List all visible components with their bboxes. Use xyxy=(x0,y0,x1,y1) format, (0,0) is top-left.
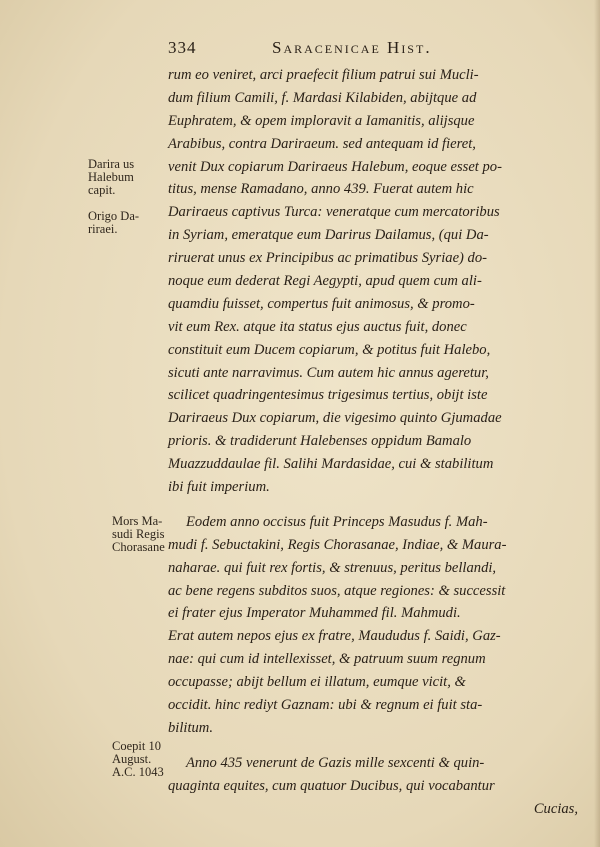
text-line: noque eum dederat Regi Aegypti, apud quem cum ali- xyxy=(168,273,482,290)
margin-note-line: Mors Ma- xyxy=(112,514,163,528)
text-line: dum filium Camili, f. Mardasi Kilabiden, abijtque ad xyxy=(168,89,477,106)
margin-note-line: Chorasane xyxy=(112,540,165,554)
paper-edge-shadow xyxy=(594,0,600,847)
margin-note-line: A.C. 1043 xyxy=(112,765,164,779)
paragraph-1 xyxy=(168,64,578,499)
running-head: Saracenicae Hist. xyxy=(272,38,432,57)
text-line: rum eo veniret, arci praefecit filium patrui sui Mucli- xyxy=(168,67,479,83)
text-line: Erat autem nepos ejus ex fratre, Maududus f. Saidi, Gaz- xyxy=(168,628,501,645)
text-line: nae: qui cum id intellexisset, & patruum suum regnum xyxy=(168,651,486,668)
text-line: occidit. hinc rediyt Gaznam: ubi & regnum ei fuit sta- xyxy=(168,697,483,714)
text-line: Euphratem, & opem imploravit a Iamanitis, alijsque xyxy=(168,112,475,129)
text-line: venit Dux copiarum Dariraeus Halebum, eoque esset po- xyxy=(168,158,502,175)
margin-note-line: August. xyxy=(112,752,152,766)
text-line: ac bene regens subditos suos, atque regiones: & successit xyxy=(168,582,506,599)
text-line: ibi fuit imperium. xyxy=(168,479,270,496)
text-line: bilitum. xyxy=(168,719,213,736)
margin-note-line: Origo Da- xyxy=(88,209,140,223)
text-line: naharae. qui fuit rex fortis, & strenuus, peritus bellandi, xyxy=(168,559,497,576)
text-line: occupasse; abijt bellum ei illatum, eumque vicit, & xyxy=(168,674,466,691)
page-header xyxy=(168,38,568,60)
text-line: prioris. & tradiderunt Halebenses oppidum Bamalo xyxy=(168,433,472,450)
margin-note-halebum xyxy=(88,158,168,197)
text-line: Dariraeus Dux copiarum, die vigesimo quinto Gjumadae xyxy=(168,410,502,427)
text-line: titus, mense Ramadano, anno 439. Fuerat autem hic xyxy=(168,181,474,198)
text-line: Dariraeus captivus Turca: veneratque cum mercatoribus xyxy=(168,204,500,221)
text-line: Anno 435 venerunt de Gazis mille sexcenti & quin- xyxy=(186,754,485,771)
text-line: riruerat unus ex Principibus ac primatibus Syriae) do- xyxy=(168,250,488,267)
paragraph-3 xyxy=(168,752,578,821)
text-line: Muazzuddaulae fil. Salihi Mardasidae, cui & stabilitum xyxy=(168,456,494,473)
text-line: quaginta equites, cum quatuor Ducibus, qui vocabantur xyxy=(168,777,495,794)
margin-note-line: sudi Regis xyxy=(112,527,165,541)
text-line: ei frater ejus Imperator Muhammed fil. Mahmudi. xyxy=(168,605,461,622)
margin-note-origo xyxy=(88,210,168,236)
body-text xyxy=(168,64,578,821)
catchword: Cucias, xyxy=(533,800,578,817)
text-line: constituit eum Ducem copiarum, & potitus fuit Halebo, xyxy=(168,341,491,358)
margin-note-line: capit. xyxy=(88,183,116,197)
text-line: vit eum Rex. atque ita status ejus auctus fuit, donec xyxy=(168,318,467,335)
text-line: Eodem anno occisus fuit Princeps Masudus f. Mah- xyxy=(186,513,488,530)
text-line: sicuti ante narravimus. Cum autem hic annus ageretur, xyxy=(168,364,489,381)
margin-note-line: Darira us xyxy=(88,157,135,171)
text-line: Arabibus, contra Dariraeum. sed antequam id fieret, xyxy=(168,135,476,152)
page-number: 334 xyxy=(168,38,197,57)
text-line: mudi f. Sebuctakini, Regis Chorasanae, Indiae, & Maura- xyxy=(168,536,507,553)
text-line: in Syriam, emeratque eum Darirus Dailamus, (qui Da- xyxy=(168,227,489,244)
paragraph-2 xyxy=(168,511,578,740)
margin-note-line: Halebum xyxy=(88,170,134,184)
margin-note-line: Coepit 10 xyxy=(112,739,161,753)
margin-note-line: riraei. xyxy=(88,222,118,236)
text-line: quamdiu fuisset, compertus fuit animosus, & promo- xyxy=(168,295,475,312)
text-line: scilicet quadringentesimus trigesimus tertius, obijt iste xyxy=(168,387,488,404)
